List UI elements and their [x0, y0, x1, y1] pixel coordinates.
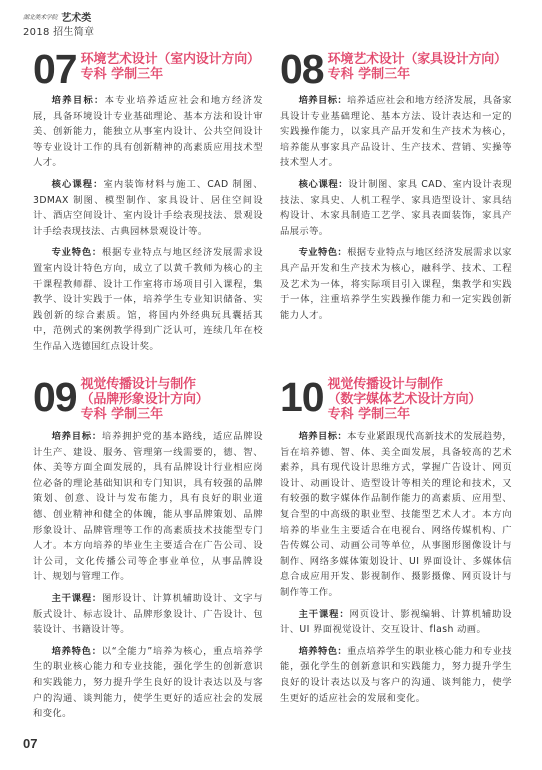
program-number: 09 [33, 374, 77, 420]
program-number: 10 [280, 374, 324, 420]
program-number: 08 [280, 46, 324, 92]
program-subtitle: 专科 学制三年 [80, 67, 164, 82]
program-number: 07 [33, 46, 77, 92]
program-paragraph: 培养目标：本专业紧跟现代高新技术的发展趋势，旨在培养德、智、体、美全面发展，具备较高的艺术素养，具有现代设计思维方式，掌握广告设计、网页设计、动画设计、造型设计等相关的理论和技术，又有较强的数字媒体作品制作能力的高素质、应用型、复合型的中高级的职业型、技能型艺术人才。本方向培养的毕业生主要适合在电视台、网络传媒机构、广告传媒公司、动画公司等单位，从事图形图像设计与制作、网络多媒体策划设计、UI 界面设计、多媒体信息合成应用开发、影视制作、摄影摄像、网页设计与制作等工作。 [280, 431, 512, 598]
program-section-09 [33, 374, 263, 722]
program-title-direction: （数字媒体艺术设计方向） [327, 392, 482, 407]
program-section-08 [280, 46, 512, 323]
program-title: 环境艺术设计（室内设计方向） [80, 52, 260, 67]
page-number: 07 [23, 736, 38, 751]
program-section-10 [280, 374, 512, 706]
program-title: 环境艺术设计（家具设计方向） [327, 52, 507, 67]
program-subtitle: 专科 学制三年 [80, 407, 164, 422]
program-title: 视觉传播设计与制作 [327, 377, 443, 392]
brochure-year: 2018 招生简章 [23, 27, 95, 38]
program-title-direction: （品牌形象设计方向） [80, 392, 209, 407]
program-paragraph: 培养特色：以“全能力”培养为核心，重点培养学生的职业核心能力和专业技能，强化学生的创新意识和实践能力，努力提升学生良好的设计表达以及与客户的沟通、谈判能力，使学生更好的适应社会的发展和变化。 [33, 645, 263, 720]
program-title: 视觉传播设计与制作 [80, 377, 196, 392]
program-paragraph: 专业特色：根据专业特点与地区经济发展需求以家具产品开发和生产技术为核心，融科学、技术、工程及艺术为一体，将实际项目引入课程，集教学和实践于一体，注重培养学生实践操作能力和一定实践创新能力人才。 [280, 247, 512, 321]
program-paragraph: 主干课程：网页设计、影视编辑、计算机辅助设计、UI 界面视觉设计、交互设计、flash 动画。 [280, 608, 512, 636]
program-paragraph: 核心课程：室内装饰材料与施工、CAD 制图、3DMAX 制图、模型制作、家具设计、居住空间设计、酒店空间设计、室内设计手绘表现技法、景观设计手绘表现技法、古典园林景观设计等。 [33, 178, 263, 237]
page-header [23, 10, 94, 38]
program-paragraph: 培养目标：培养拥护党的基本路线，适应品牌设计生产、建设、服务、管理第一线需要的，德、智、体、美等方面全面发展的，具有品牌设计行业相应岗位必备的理论基础知识和专门知识，具有较强的品牌策划、创意、设计与发布能力，具有良好的职业道德、创业精神和健全的体魄，能从事品牌策划、品牌形象设计、品牌管理等工作的高素质技术技能型专门人才。本方向培养的毕业生主要适合在广告公司、设计公司，文化传播公司等企事业单位，从事品牌设计、规划与管理工作。 [33, 431, 263, 583]
category-label: 艺术类 [61, 12, 92, 24]
program-subtitle: 专科 学制三年 [327, 407, 411, 422]
program-subtitle: 专科 学制三年 [327, 67, 411, 82]
program-paragraph: 培养目标：培养适应社会和地方经济发展，具备家具设计专业基础理论、基本方法、设计表达和一定的实践操作能力，以家具产品开发和生产技术为核心，培养能从事家具产品设计、生产技术、营销、实操等技术型人才。 [280, 95, 512, 169]
program-paragraph: 培养特色：重点培养学生的职业核心能力和专业技能，强化学生的创新意识和实践能力，努力提升学生良好的设计表达以及与客户的沟通、谈判能力，使学生更好的适应社会的发展和变化。 [280, 645, 512, 704]
school-logo: 湖北美术学院 [23, 13, 58, 21]
program-section-07 [33, 46, 263, 355]
program-paragraph: 专业特色：根据专业特点与地区经济发展需求设置室内设计特色方向，成立了以黄千教师为核心的主干课程教师群、设计工作室将市场项目引入课程，集教学、设计实践于一体，培养学生专业知识储备、实践创新的综合素质。馆，将国内外经典玩具囊括其中，范例式的案例教学得到广泛认可，连续几年在校生作品入选德国红点设计奖。 [33, 247, 263, 352]
program-paragraph: 主干课程：图形设计、计算机辅助设计、文字与版式设计、标志设计、品牌形象设计、广告设计、包装设计、书籍设计等。 [33, 592, 263, 636]
program-paragraph: 核心课程：设计制图、家具 CAD、室内设计表现技法、家具史、人机工程学、家具造型设计、家具结构设计、木家具制造工艺学、家具表面装饰，家具产品展示等。 [280, 178, 512, 237]
program-paragraph: 培养目标：本专业培养适应社会和地方经济发展，具备环境设计专业基础理论、基本方法和设计审美、创新能力，能独立从事室内设计、公共空间设计等专业设计工作的具有创新精神的高素质应用技术型人才。 [33, 95, 263, 169]
